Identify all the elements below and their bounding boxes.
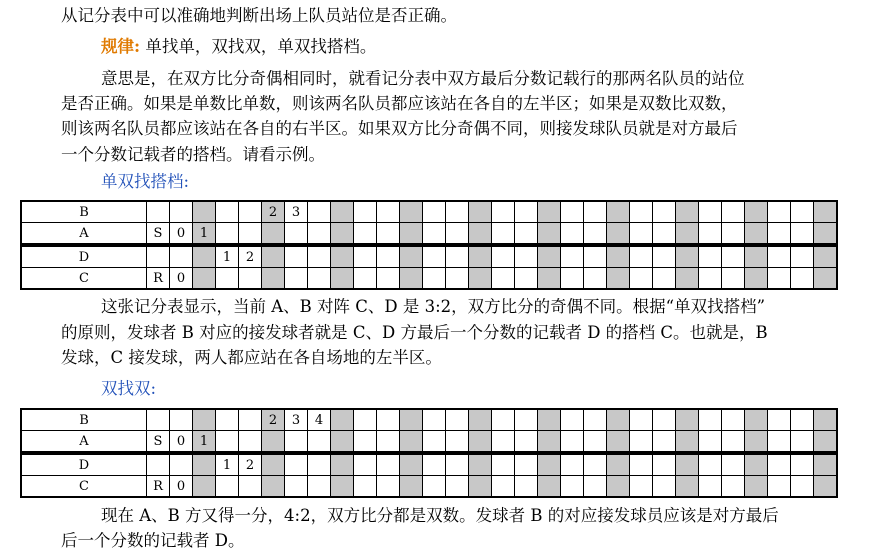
- score-cell: [492, 201, 515, 223]
- score-cell: [814, 201, 838, 223]
- score-cell: [561, 431, 584, 454]
- score-cell: [469, 245, 492, 268]
- score-cell: [285, 453, 308, 476]
- score-cell: [377, 476, 400, 498]
- score-cell: [377, 453, 400, 476]
- score-cell: [170, 453, 193, 476]
- score-cell: [285, 245, 308, 268]
- score-cell: [676, 201, 699, 223]
- score-cell: [423, 268, 446, 290]
- score-cell: [262, 453, 285, 476]
- score-cell: [699, 223, 722, 246]
- score-cell: [699, 409, 722, 431]
- score-cell: [400, 476, 423, 498]
- para-example-1-line3: 发球，C 接发球，两人都应站在各自场地的左半区。: [61, 348, 442, 367]
- heading-even-even: 双找双:: [101, 379, 157, 398]
- score-cell: [630, 476, 653, 498]
- score-cell: [745, 476, 768, 498]
- score-cell: [469, 201, 492, 223]
- score-cell: [791, 223, 814, 246]
- player-name-cell: C: [21, 268, 147, 290]
- score-cell: [262, 245, 285, 268]
- score-cell: [584, 431, 607, 454]
- score-cell: [446, 268, 469, 290]
- score-cell: [354, 268, 377, 290]
- score-cell: [630, 431, 653, 454]
- score-cell: [193, 245, 216, 268]
- score-cell: [653, 476, 676, 498]
- score-cell: [607, 409, 630, 431]
- score-cell: [814, 453, 838, 476]
- score-cell: [676, 431, 699, 454]
- player-name-cell: A: [21, 223, 147, 246]
- score-cell: [331, 223, 354, 246]
- para-intro: 从记分表中可以准确地判断出场上队员站位是否正确。: [61, 6, 457, 25]
- player-name-cell: D: [21, 245, 147, 268]
- score-cell: [676, 453, 699, 476]
- score-cell: [653, 431, 676, 454]
- score-cell: [423, 201, 446, 223]
- score-cell: [469, 409, 492, 431]
- score-cell: [170, 245, 193, 268]
- score-cell: R: [147, 268, 170, 290]
- score-cell: [377, 245, 400, 268]
- score-cell: [239, 476, 262, 498]
- score-cell: 1: [193, 223, 216, 246]
- score-cell: [722, 201, 745, 223]
- para-example-2-line1: 现在 A、B 方又得一分，4:2，双方比分都是双数。发球者 B 的对应接发球员应该是对方最后: [101, 506, 779, 525]
- score-cell: [722, 409, 745, 431]
- score-cell: [745, 223, 768, 246]
- score-cell: [331, 268, 354, 290]
- score-cell: [354, 245, 377, 268]
- player-name-cell: B: [21, 201, 147, 223]
- score-cell: [285, 476, 308, 498]
- score-cell: [515, 268, 538, 290]
- score-cell: [400, 268, 423, 290]
- score-cell: [515, 431, 538, 454]
- score-cell: [722, 431, 745, 454]
- score-cell: [584, 201, 607, 223]
- score-cell: [331, 453, 354, 476]
- score-cell: R: [147, 476, 170, 498]
- score-cell: [584, 409, 607, 431]
- score-cell: [239, 409, 262, 431]
- score-cell: 0: [170, 268, 193, 290]
- score-cell: [469, 476, 492, 498]
- score-cell: 0: [170, 476, 193, 498]
- score-sheet-1: [20, 200, 838, 290]
- score-cell: [377, 409, 400, 431]
- score-cell: [331, 409, 354, 431]
- score-cell: 4: [308, 409, 331, 431]
- score-cell: [722, 223, 745, 246]
- score-cell: [446, 245, 469, 268]
- score-cell: [722, 245, 745, 268]
- score-row: [21, 268, 837, 290]
- score-cell: [561, 409, 584, 431]
- score-cell: [538, 409, 561, 431]
- score-cell: [584, 476, 607, 498]
- score-cell: [170, 201, 193, 223]
- score-cell: [515, 476, 538, 498]
- score-cell: [216, 476, 239, 498]
- score-cell: [814, 409, 838, 431]
- score-cell: [262, 268, 285, 290]
- score-cell: [814, 223, 838, 246]
- heading-odd-even: 单双找搭档:: [101, 172, 190, 191]
- para-example-2-line2: 后一个分数的记载者 D。: [61, 531, 245, 550]
- score-cell: [239, 201, 262, 223]
- score-cell: [170, 409, 193, 431]
- score-cell: [538, 223, 561, 246]
- score-row: [21, 201, 837, 223]
- score-cell: [699, 201, 722, 223]
- score-cell: [147, 201, 170, 223]
- score-cell: [515, 453, 538, 476]
- score-cell: [262, 223, 285, 246]
- score-cell: [216, 223, 239, 246]
- score-cell: [354, 223, 377, 246]
- score-cell: [400, 245, 423, 268]
- score-cell: [699, 476, 722, 498]
- score-cell: [699, 268, 722, 290]
- score-cell: [331, 201, 354, 223]
- score-cell: [354, 453, 377, 476]
- score-cell: [699, 453, 722, 476]
- score-cell: [446, 476, 469, 498]
- score-cell: [630, 245, 653, 268]
- score-cell: [561, 453, 584, 476]
- score-cell: [469, 268, 492, 290]
- score-cell: [469, 453, 492, 476]
- score-cell: [377, 223, 400, 246]
- score-cell: [607, 223, 630, 246]
- score-cell: [814, 431, 838, 454]
- score-cell: [515, 201, 538, 223]
- score-cell: 3: [285, 201, 308, 223]
- score-cell: [331, 431, 354, 454]
- score-cell: 1: [216, 245, 239, 268]
- score-cell: [538, 268, 561, 290]
- score-cell: [538, 431, 561, 454]
- score-cell: [423, 409, 446, 431]
- player-name-cell: A: [21, 431, 147, 454]
- score-cell: [308, 476, 331, 498]
- score-cell: 1: [193, 431, 216, 454]
- score-cell: [538, 201, 561, 223]
- score-cell: [768, 453, 791, 476]
- score-cell: [745, 245, 768, 268]
- score-cell: [423, 223, 446, 246]
- score-cell: S: [147, 431, 170, 454]
- score-cell: [400, 409, 423, 431]
- para-explain-3: 则该两名队员都应该站在各自的右半区。如果双方比分奇偶不同，则接发球队员就是对方最后: [61, 119, 738, 138]
- score-cell: 0: [170, 431, 193, 454]
- score-cell: 1: [216, 453, 239, 476]
- score-cell: [400, 201, 423, 223]
- score-cell: [768, 223, 791, 246]
- score-cell: [423, 431, 446, 454]
- score-cell: [791, 453, 814, 476]
- score-cell: [538, 476, 561, 498]
- rule-label: 规律:: [101, 37, 141, 56]
- score-cell: [814, 245, 838, 268]
- score-cell: 0: [170, 223, 193, 246]
- score-cell: 3: [285, 409, 308, 431]
- score-cell: [561, 476, 584, 498]
- player-name-cell: C: [21, 476, 147, 498]
- score-cell: [262, 431, 285, 454]
- score-cell: [446, 201, 469, 223]
- para-explain-1: 意思是，在双方比分奇偶相同时，就看记分表中双方最后分数记载行的那两名队员的站位: [101, 69, 745, 88]
- score-cell: [653, 453, 676, 476]
- score-cell: [308, 453, 331, 476]
- score-cell: [354, 431, 377, 454]
- score-cell: [676, 476, 699, 498]
- score-cell: [676, 223, 699, 246]
- score-cell: [653, 245, 676, 268]
- para-explain-4: 一个分数记载者的搭档。请看示例。: [61, 145, 325, 164]
- score-cell: 2: [239, 245, 262, 268]
- score-cell: [653, 223, 676, 246]
- score-cell: [791, 268, 814, 290]
- score-cell: [722, 268, 745, 290]
- para-example-1-line1: 这张记分表显示，当前 A、B 对阵 C、D 是 3:2，双方比分的奇偶不同。根据“单双找搭档”: [101, 297, 766, 316]
- score-cell: [630, 223, 653, 246]
- score-cell: [814, 268, 838, 290]
- score-cell: [492, 476, 515, 498]
- score-cell: [239, 223, 262, 246]
- score-cell: [308, 268, 331, 290]
- score-cell: [745, 453, 768, 476]
- score-cell: [400, 431, 423, 454]
- para-explain-2: 是否正确。如果是单数比单数，则该两名队员都应该站在各自的左半区；如果是双数比双数，: [61, 94, 738, 113]
- score-row: [21, 245, 837, 268]
- score-cell: [768, 268, 791, 290]
- score-cell: [308, 201, 331, 223]
- score-cell: [630, 409, 653, 431]
- score-cell: [492, 268, 515, 290]
- score-cell: [676, 409, 699, 431]
- score-cell: [768, 201, 791, 223]
- score-cell: S: [147, 223, 170, 246]
- score-cell: [607, 431, 630, 454]
- score-cell: [745, 201, 768, 223]
- score-cell: [446, 453, 469, 476]
- score-sheet-2: [20, 408, 838, 498]
- score-cell: [607, 201, 630, 223]
- score-cell: [423, 245, 446, 268]
- score-cell: [653, 201, 676, 223]
- score-cell: [492, 245, 515, 268]
- score-cell: [561, 245, 584, 268]
- score-cell: [607, 268, 630, 290]
- score-cell: [630, 201, 653, 223]
- score-cell: [354, 201, 377, 223]
- score-cell: [400, 453, 423, 476]
- score-cell: [492, 431, 515, 454]
- score-cell: [515, 245, 538, 268]
- score-row: [21, 223, 837, 246]
- score-cell: [699, 431, 722, 454]
- score-cell: [308, 223, 331, 246]
- score-cell: [607, 245, 630, 268]
- score-cell: [607, 476, 630, 498]
- score-cell: [584, 268, 607, 290]
- score-cell: [561, 268, 584, 290]
- score-cell: [147, 245, 170, 268]
- score-cell: [492, 409, 515, 431]
- score-cell: [791, 245, 814, 268]
- score-row: [21, 476, 837, 498]
- score-cell: [147, 453, 170, 476]
- player-name-cell: D: [21, 453, 147, 476]
- score-cell: [377, 431, 400, 454]
- score-cell: [285, 268, 308, 290]
- score-cell: [768, 245, 791, 268]
- score-cell: [193, 476, 216, 498]
- score-cell: [791, 201, 814, 223]
- score-cell: [193, 453, 216, 476]
- score-cell: 2: [262, 409, 285, 431]
- player-name-cell: B: [21, 409, 147, 431]
- score-cell: [285, 431, 308, 454]
- score-cell: [791, 409, 814, 431]
- score-cell: [768, 409, 791, 431]
- score-cell: [515, 409, 538, 431]
- score-cell: [216, 409, 239, 431]
- score-cell: [354, 476, 377, 498]
- score-cell: [791, 476, 814, 498]
- score-cell: [446, 431, 469, 454]
- score-row: [21, 431, 837, 454]
- score-cell: [561, 223, 584, 246]
- score-cell: [377, 201, 400, 223]
- score-cell: [377, 268, 400, 290]
- score-cell: [147, 409, 170, 431]
- score-cell: [354, 409, 377, 431]
- score-cell: [423, 476, 446, 498]
- score-cell: [308, 431, 331, 454]
- score-cell: [814, 476, 838, 498]
- score-cell: [400, 223, 423, 246]
- score-cell: [699, 245, 722, 268]
- score-cell: [262, 476, 285, 498]
- rule-line: [101, 37, 376, 57]
- score-cell: [239, 431, 262, 454]
- score-cell: [745, 409, 768, 431]
- score-cell: [722, 453, 745, 476]
- score-cell: [469, 223, 492, 246]
- score-cell: [308, 245, 331, 268]
- score-cell: [768, 476, 791, 498]
- score-row: [21, 453, 837, 476]
- score-cell: [676, 245, 699, 268]
- score-cell: 2: [262, 201, 285, 223]
- score-cell: [193, 201, 216, 223]
- score-cell: [561, 201, 584, 223]
- score-cell: [423, 453, 446, 476]
- score-cell: [745, 431, 768, 454]
- score-cell: [216, 431, 239, 454]
- score-cell: [722, 476, 745, 498]
- score-cell: [745, 268, 768, 290]
- score-cell: [193, 409, 216, 431]
- score-cell: [584, 223, 607, 246]
- score-cell: [653, 268, 676, 290]
- rule-text: 单找单，双找双，单双找搭档。: [145, 37, 377, 56]
- score-cell: [653, 409, 676, 431]
- score-cell: [216, 201, 239, 223]
- score-cell: [193, 268, 216, 290]
- score-cell: [768, 431, 791, 454]
- score-cell: [538, 245, 561, 268]
- score-cell: [676, 268, 699, 290]
- score-cell: [446, 223, 469, 246]
- score-cell: [538, 453, 561, 476]
- para-example-1-line2: 的原则，发球者 B 对应的接发球者就是 C、D 方最后一个分数的记载者 D 的搭档 C。也就是，B: [61, 323, 768, 342]
- score-cell: [515, 223, 538, 246]
- score-cell: [239, 268, 262, 290]
- score-cell: [607, 453, 630, 476]
- score-cell: [584, 245, 607, 268]
- score-cell: [331, 245, 354, 268]
- score-cell: 2: [239, 453, 262, 476]
- score-cell: [492, 223, 515, 246]
- score-cell: [285, 223, 308, 246]
- score-cell: [469, 431, 492, 454]
- score-cell: [331, 476, 354, 498]
- score-cell: [791, 431, 814, 454]
- score-row: [21, 409, 837, 431]
- score-cell: [630, 268, 653, 290]
- score-cell: [584, 453, 607, 476]
- score-cell: [216, 268, 239, 290]
- score-cell: [630, 453, 653, 476]
- score-cell: [492, 453, 515, 476]
- score-cell: [446, 409, 469, 431]
